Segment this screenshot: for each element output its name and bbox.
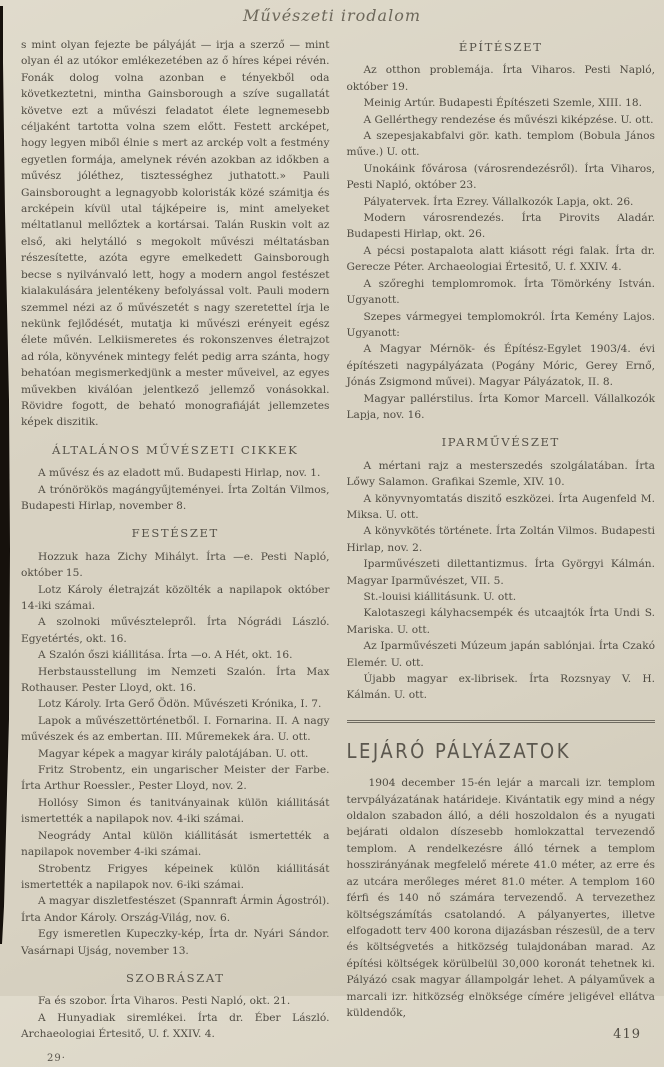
bibliography-entry: Újabb magyar ex-librisek. Írta Rozsnyay V. H. Kálmán. U. ott. (346, 673, 655, 702)
bibliography-entry: Hozzuk haza Zichy Mihályt. Írta —e. Pesti Napló, október 15. (21, 550, 330, 580)
signature-mark: 29· (47, 1052, 66, 1064)
bibliography-entry: Fa és szobor. Írta Viharos. Pesti Napló, okt. 21. (38, 995, 291, 1008)
bibliography-list (347, 62, 656, 423)
section-szobraszat (21, 970, 330, 1043)
bibliography-entry: Fritz Strobentz, ein ungarischer Meister der Farbe. Írta Arthur Roessler., Pester Lloyd, nov. 2. (21, 764, 330, 793)
bibliography-entry: A pécsi postapalota alatt kiásott régi falak. Írta dr. Gerecze Péter. Archaeologiai Értesitő, U. f. XXIV. 4. (346, 244, 655, 274)
section-iparmuveszet (347, 434, 656, 704)
bibliography-entry: A mértani rajz a mesterszedés szolgálatában. Írta Lőwy Salamon. Grafikai Szemle, XIV. 10. (346, 459, 655, 489)
section-heading: SZOBRÁSZAT (125, 970, 225, 985)
bibliography-entry: Kalotaszegi kályhacsempék és utcaajtók Írta Undi S. Mariska. U. ott. (346, 607, 655, 636)
page-title: Művészeti irodalom (242, 6, 422, 25)
bibliography-entry: A szolnoki művésztelepről. Írta Nógrádi László. Egyetértés, okt. 16. (21, 616, 330, 645)
bibliography-entry: Iparművészeti dilettantizmus. Írta Györgyi Kálmán. Magyar Iparművészet, VII. 5. (346, 558, 655, 587)
bibliography-entry: Meinig Artúr. Budapesti Építészeti Szemle, XIII. 18. (363, 97, 642, 110)
two-column-layout (0, 37, 664, 1067)
section-altalanos-muveszeti-cikkek (21, 442, 330, 515)
bibliography-entry: A könyvkötés története. Írta Zoltán Vilmos. Budapesti Hirlap, nov. 2. (346, 525, 655, 554)
section-heading: IPARMŰVÉSZET (441, 435, 560, 450)
section-heading: FESTÉSZET (131, 526, 219, 541)
bibliography-entry: A Gellérthegy rendezése és művészi kiképzése. U. ott. (363, 113, 654, 126)
section-epiteszet (347, 39, 656, 423)
article-continuation-text: s mint olyan fejezte be pályáját — irja a szerző — mint olyan él az utókor emlékezetében az ő híres képei révén. Fonák dolog volna azonban e tényekből oda következtetni, mintha Gainsborough a szíve sugallatát követve ezt a művészi feladatot élete legnemesebb céljaként tartotta volna szem előtt. Festett arcképet, hogy legyen miből élnie s mert az arckép volt a festmény egyetlen formája, amelynek révén azokban az időkben a művész jóléthez, tisztességhez juthatott.» Pauli Gainsborought a legnagyobb koloristák közé számitja és arcképein kívül utal tájképeire is, mint amelyeket méltatlanul mellőztek a kortársai. Talán Ruskin volt az első, aki helytálló s megokolt művészi méltatásban részesítette, azóta egyre emelkedett Gainsborough becse s nyilvánvaló lett, hogy a modern angol festészet kialakulására jelentékeny befolyással volt. Pauli modern szemmel nézi az ő művészetét s nagy szeretettel írja le nekünk fejlődését, mutatja ki művészi erényeit egész élete művén. Lelkiismeretes és rokonszenves életrajzot ad róla, könyvének mintegy felét pedig arra szánta, hogy behatóan megismerkedjünk a mester műveivel, az egyes művekben kiválóan jelentkező jellemző vonásokkal. Rövidre fogott, de beható monografiáját jellemzetes képek diszitik. (21, 39, 330, 429)
section-festeszet (21, 525, 330, 959)
bibliography-entry: A magyar diszletfestészet (Spannraft Ármin Ágostról). Írta Andor Károly. Ország-Világ, nov. 6. (21, 895, 330, 924)
page-number: 419 (613, 1027, 641, 1043)
bibliography-entry: A trónörökös magángyűjteményei. Írta Zoltán Vilmos, Budapesti Hirlap, november 8. (21, 483, 330, 512)
bibliography-entry: Neogrády Antal külön kiállitását ismertették a napilapok november 4-iki számai. (21, 829, 330, 859)
section-heading: ÉPÍTÉSZET (458, 40, 543, 54)
bibliography-entry: Az otthon problemája. Írta Viharos. Pesti Napló, október 19. (346, 64, 655, 93)
bibliography-entry: Herbstausstellung im Nemzeti Szalón. Írta Max Rothauser. Pester Lloyd, okt. 16. (21, 665, 330, 695)
bibliography-entry: A szepesjakabfalvi gör. kath. templom (Bobula János műve.) U. ott. (346, 130, 655, 159)
bibliography-list (21, 465, 330, 514)
bibliography-entry: A szőreghi templomromok. Írta Tömörkény István. Ugyanott. (346, 277, 655, 307)
bibliography-entry: Lotz Károly. Irta Gerő Ödön. Művészeti Krónika, I. 7. (38, 698, 322, 711)
bibliography-entry: Az Iparművészeti Múzeum japán sablónjai. Írta Czakó Elemér. U. ott. (346, 640, 655, 669)
bibliography-entry: Egy ismeretlen Kupeczky-kép, Írta dr. Nyári Sándor. Vasárnapi Ujság, november 13. (21, 928, 330, 957)
bibliography-entry: St.-louisi kiállitásunk. U. ott. (363, 591, 517, 603)
right-column (347, 37, 656, 1067)
bibliography-entry: A Szalón őszi kiállitása. Írta —o. A Hét, okt. 16. (38, 649, 293, 662)
bibliography-entry: Pályatervek. Írta Ezrey. Vállalkozók Lapja, okt. 26. (363, 195, 634, 208)
bibliography-entry: A könyvnyomtatás diszitő eszközei. Írta Augenfeld M. Miksa. U. ott. (346, 492, 655, 521)
bibliography-entry: Hollósy Simon és tanitványainak külön kiállitását ismertették a napilapok nov. 4-iki számai. (21, 796, 330, 826)
section-heading: ÁLTALÁNOS MŰVÉSZETI CIKKEK (52, 442, 299, 457)
bibliography-entry: Lotz Károly életrajzát közölték a napilapok október 14-iki számai. (21, 583, 330, 612)
bibliography-entry: Szepes vármegyei templomokról. Írta Kemény Lajos. Ugyanott: (346, 310, 655, 339)
bibliography-entry: Magyar képek a magyar király palotájában. U. ott. (38, 747, 309, 760)
lejaro-palyazatok-text: 1904 december 15-én lejár a marcali izr. templom tervpályázatának határideje. Kivántatik egy mind a négy oldalon szabadon álló, a déli hoszoldalon és a nyugati bejárati oldalon díszesebb homlokzattal tervezendő templom. A rendelkezésre álló térnek a templom hosszirányának megfelelő mérete 41.0 méter, az erre és az utcára merőleges méret 81.0 méter. A templom 160 férfi és 140 nő számára tervezendő. A tervezethez költségszámítás csatolandó. A pályanyertes, illetve elfogadott terv 400 korona dijazásban részesül, de a terv és költségvetés a hitközség tulajdonában marad. Az építési költségek körülbelül 30,000 koronát tehetnek ki. Pályázó csak magyar állampolgár lehet. A pályaművek a marcali izr. hitközség elnöksége címére jeligével ellátva küldendők, (346, 777, 655, 1019)
bibliography-list (21, 549, 330, 959)
double-rule-divider (347, 720, 656, 723)
bibliography-entry: Lapok a művészettörténetből. I. Fornarina. II. A nagy művészek és az embertan. III. Műremekek ára. U. ott. (21, 714, 330, 744)
bibliography-list (21, 993, 330, 1042)
bibliography-entry: A Magyar Mérnök- és Építész-Egylet 1903/4. évi építészeti nagypályázata (Pogány Móric, Gerey Ernő, Jónás Zsigmond művei). Magyar Pályázatok, II. 8. (346, 343, 655, 389)
bibliography-entry: Unokáink fővárosa (városrendezésről). Írta Viharos, Pesti Napló, október 23. (346, 162, 655, 192)
lejaro-palyazatok-heading: LEJÁRÓ PÁLYÁZATOK (346, 738, 572, 763)
left-column (21, 37, 330, 1067)
bibliography-list (347, 458, 656, 704)
bibliography-entry: A Hunyadiak siremlékei. Írta dr. Éber László. Archaeologiai Értesitő, U. f. XXIV. 4. (21, 1011, 330, 1041)
bibliography-entry: Strobentz Frigyes képeinek külön kiállitását ismertették a napilapok nov. 6-iki számai. (21, 862, 330, 891)
bibliography-entry: A művész és az eladott mű. Budapesti Hirlap, nov. 1. (38, 467, 321, 480)
bibliography-entry: Modern városrendezés. Írta Pirovits Aladár. Budapesti Hirlap, okt. 26. (346, 212, 655, 241)
bibliography-entry: Magyar pallérstilus. Írta Komor Marcell. Vállalkozók Lapja, nov. 16. (346, 392, 655, 421)
